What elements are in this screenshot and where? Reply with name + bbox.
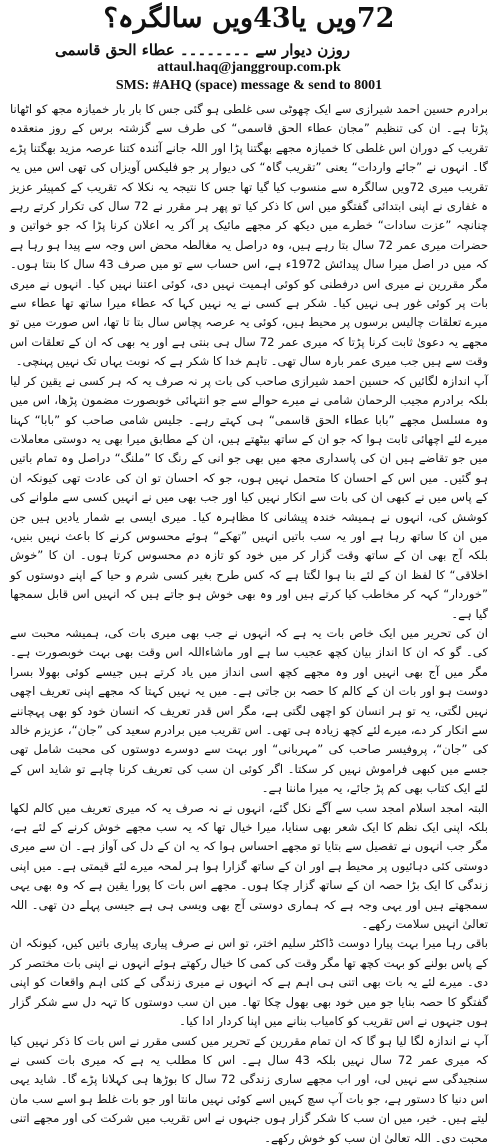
article-title: 72ویں یا43ویں سالگرہ؟ bbox=[103, 3, 395, 34]
article-paragraph: آپ نے اندازہ لگا لیا ہو گا کہ ان تمام مقررین کے تحریر میں کسی مقرر نے اس بات کا ذکر نہیں کیا کہ میری عمر 72 سال نہیں بلکہ 43 سال ہے۔ اس کا مطلب یہ ہے کہ میری بات کسی نے سنجیدگی سے نہیں لی، اور اب مجھے ساری زندگی 72 سال کا بوڑھا ہی کہلانا پڑے گا۔ شاید یہی اس دنیا کا دستور ہے، جو بات آپ سچ کہیں اسے کوئی نہیں مانتا اور جو بات غلط ہو اسے سب مان لیتے ہیں۔ خیر، میں ان سب کا شکر گزار ہوں جنہوں نے اس تقریب میں شرکت کی اور مجھے اتنی محبت دی۔ اللہ تعالیٰ ان سب کو خوش رکھے۔ bbox=[10, 1033, 488, 1145]
article-body bbox=[10, 100, 489, 1145]
article-paragraph: باقی رہا میرا بہت پیارا دوست ڈاکٹر سلیم اختر، تو اس نے صرف پیاری پیاری باتیں کیں، کیونکہ ان کے پاس بولنے کو بہت کچھ تھا مگر وقت کی کمی کا خیال رکھتے ہوئے انہوں نے اپنی بات مختصر کر دی۔ میرے لئے یہ بات بھی اتنی ہی اہم ہے کہ انہوں نے میری زندگی کے کئی اہم واقعات کو اپنی گفتگو کا حصہ بنایا جو میں خود بھی بھول چکا تھا۔ میں ان سب دوستوں کا تہہ دل سے شکر گزار ہوں جنہوں نے اس تقریب کو کامیاب بنانے میں اپنا کردار ادا کیا۔ bbox=[10, 936, 488, 1029]
article-byline: روزن دیوار سے ۔۔۔۔۔۔۔۔ عطاء الحق قاسمی bbox=[54, 41, 350, 59]
sms-instructions: SMS: #AHQ (space) message & send to 8001 bbox=[115, 78, 383, 93]
author-email: attaul.haq@janggroup.com.pk bbox=[157, 60, 341, 75]
article-paragraph: البتہ امجد اسلام امجد سب سے آگے نکل گئے، انہوں نے نہ صرف یہ کہ میری تعریف میں کالم لکھا بلکہ اپنی ایک نظم کا ایک شعر بھی سنایا، میرا خیال تھا کہ یہ سب مجھے خوش کرنے کے لئے ہے، مگر جب انہوں نے تفصیل سے بتایا تو مجھے احساس ہوا کہ یہ ان کے دل کی آواز ہے۔ ان سے میری دوستی کئی دہائیوں پر محیط ہے اور ان کے ساتھ گزارا ہوا ہر لمحہ میرے لئے قیمتی ہے۔ میں اپنی زندگی کا ایک بڑا حصہ ان کے ساتھ گزار چکا ہوں۔ مجھے اس بات کا پورا یقین ہے کہ وہ بھی یہی سمجھتے ہیں اور یہی وجہ ہے کہ ہماری دوستی آج بھی ویسی ہی ہے جیسی پہلے دن تھی۔ اللہ تعالیٰ انہیں سلامت رکھے۔ bbox=[10, 800, 488, 932]
article-paragraph: ان کی تحریر میں ایک خاص بات یہ ہے کہ انہوں نے جب بھی میری بات کی، ہمیشہ محبت سے کی۔ گو کہ ان کا انداز بیان کچھ عجیب سا ہے اور ماشاءاللہ اس وقت بھی بہت خوبصورت ہے۔ مگر میں آج بھی انہیں اور وہ مجھے کچھ اسی انداز میں یاد کرتے ہیں جیسے کوئی بھولا بسرا دوست ہو اور بات ان کے کالم کا حصہ بن جاتی ہے۔ میں یہ نہیں کہتا کہ مجھے اپنی تعریف اچھی نہیں لگتی، یہ تو ہر انسان کو اچھی لگتی ہے، مگر اس قدر تعریف کہ انسان خود کو بھی پہچاننے سے انکار کر دے، میرے لئے کچھ زیادہ ہی تھی۔ اس تقریب میں برادرم سعید کی ”جان“، عزیزم خالد کی ”جان“، پروفیسر صاحب کی ”مہربانی“ اور بہت سے دوسرے دوستوں کی محبت شامل تھی جسے میں کبھی فراموش نہیں کر سکتا۔ اگر کوئی ان سب کی تعریف کرنا چاہے تو شاید اس کے لئے ایک کتاب بھی کم پڑ جائے، یہ میرا ماننا ہے۔ bbox=[10, 625, 488, 796]
article-paragraph: برادرم حسین احمد شیرازی سے ایک چھوٹی سی غلطی ہو گئی جس کا بار بار خمیازہ مجھ کو اٹھانا پڑتا ہے۔ ان کی تنظیم ”مجان عطاء الحق قاسمی“ کی طرف سے گزشتہ برس کے روز منعقدہ تقریب کے دوران اس غلطی کا خمیازہ مجھے بھگتنا پڑا اور اللہ جانے آئندہ کتنا عرصہ مزید بھگتنا پڑے گا۔ انہوں نے ”جائے واردات“ یعنی ”تقریب گاہ“ کی دیوار پر جو فلیکس آویزاں کی تھی اس میں یہ تقریب میری 72ویں سالگرہ سے منسوب کیا گیا تھا جس کا نتیجہ یہ نکلا کہ تقریب کے کمپیئر عزیز ہ غفاری نے اپنی ابتدائی گفتگو میں اس کا ذکر کیا تو پھر ہر مقرر نے 72 سال کی تکرار کرتے رہے چنانچہ ”عزت سادات“ خطرے میں دیکھ کر مجھے مائیک پر آکر یہ اعلان کرنا پڑا کہ جو خواتین و حضرات میری عمر 72 سال بتا رہے ہیں، وہ دراصل یہ مغالطہ محض اس وجہ سے پیدا ہو رہا ہے کہ میں در اصل میرا سال پیدائش 1972ء ہے، اس حساب سے تو میں صرف 43 سال کا بنتا ہوں۔ مگر مقررین نے میری اس درفطنی کو کوئی اہمیت نہیں دی، کوئی اعتنا نہیں کیا۔ انہوں نے میری بات پر کوئی غور ہی نہیں کیا۔ شکر ہے کسی نے یہ نہیں کہا کہ عطاء میرا ساتھ تھا عطاء سے میرے تعلقات چالیس برسوں پر محیط ہیں، کوئی یہ عرصہ پچاس سال بتا تا تھا، اس صورت میں تو مجھے یہ دعویٰ ثابت کرنا پڑتا کہ میری عمر 72 سال ہی بنتی ہے اور یہ بھی کہ ان کے تعلقات اس وقت سے ہیں جب میری عمر بارہ سال تھی۔ تاہم خدا کا شکر ہے کہ نوبت یہاں تک نہیں پہنچی۔ bbox=[10, 102, 489, 369]
article-paragraph: آپ اندازہ لگائیں کہ حسین احمد شیرازی صاحب کی بات پر نہ صرف یہ کہ ہر کسی نے یقین کر لیا بلکہ برادرم مجیب الرحمان شامی نے میرے حوالے سے جو انتہائی خوبصورت مضمون پڑھا، اس میں وہ مسلسل مجھے ”بابا عطاء الحق قاسمی“ ہی کہتے رہے۔ جلیس شامی صاحب کو ”بابا“ کہنا میرے لئے اچھائی ثابت ہوا کہ جو ان کے ساتھ بیٹھتے ہیں، ان کے مطابق میرا بھی یہ دوستی معاملات میں جو تقاضے ہیں ان کی پاسداری مجھ میں بھی جو انی کے رنگ کا ”ملنگ“ دراصل وہ تمام باتیں ہو گئیں۔ میں اس کے احسان کا متحمل نہیں ہوں، جو کہ احسان تو ان کی عادت تھی کیونکہ ان کے پاس میں نے کبھی ان کی بات سے انکار نہیں کیا اور جب بھی میں نے انہیں کسی سے ملوانے کی کوشش کی، انہوں نے ہمیشہ خندہ پیشانی کا مظاہرہ کیا۔ میری ایسی بے شمار یادیں ہیں جن میں ان کا ساتھ رہا ہے اور یہ سب باتیں انہیں ”تھکے“ ہوئے محسوس کرنے کا باعث نہیں بنیں، بلکہ آج بھی ان کے ساتھ وقت گزار کر میں خود کو تازہ دم محسوس کرتا ہوں۔ ان کا ”خوش اخلاقی“ کا لفظ ان کے لئے بنا ہوا لگتا ہے کہ کس طرح بغیر کسی شرم و حیا کے اپنے دوستوں کو ”خوردار“ کہہ کر مخاطب کیا کرتے ہیں اور وہ بھی خوش ہو جاتے ہیں کہ انہیں اس قابل سمجھا گیا ہے۔ bbox=[10, 373, 488, 621]
